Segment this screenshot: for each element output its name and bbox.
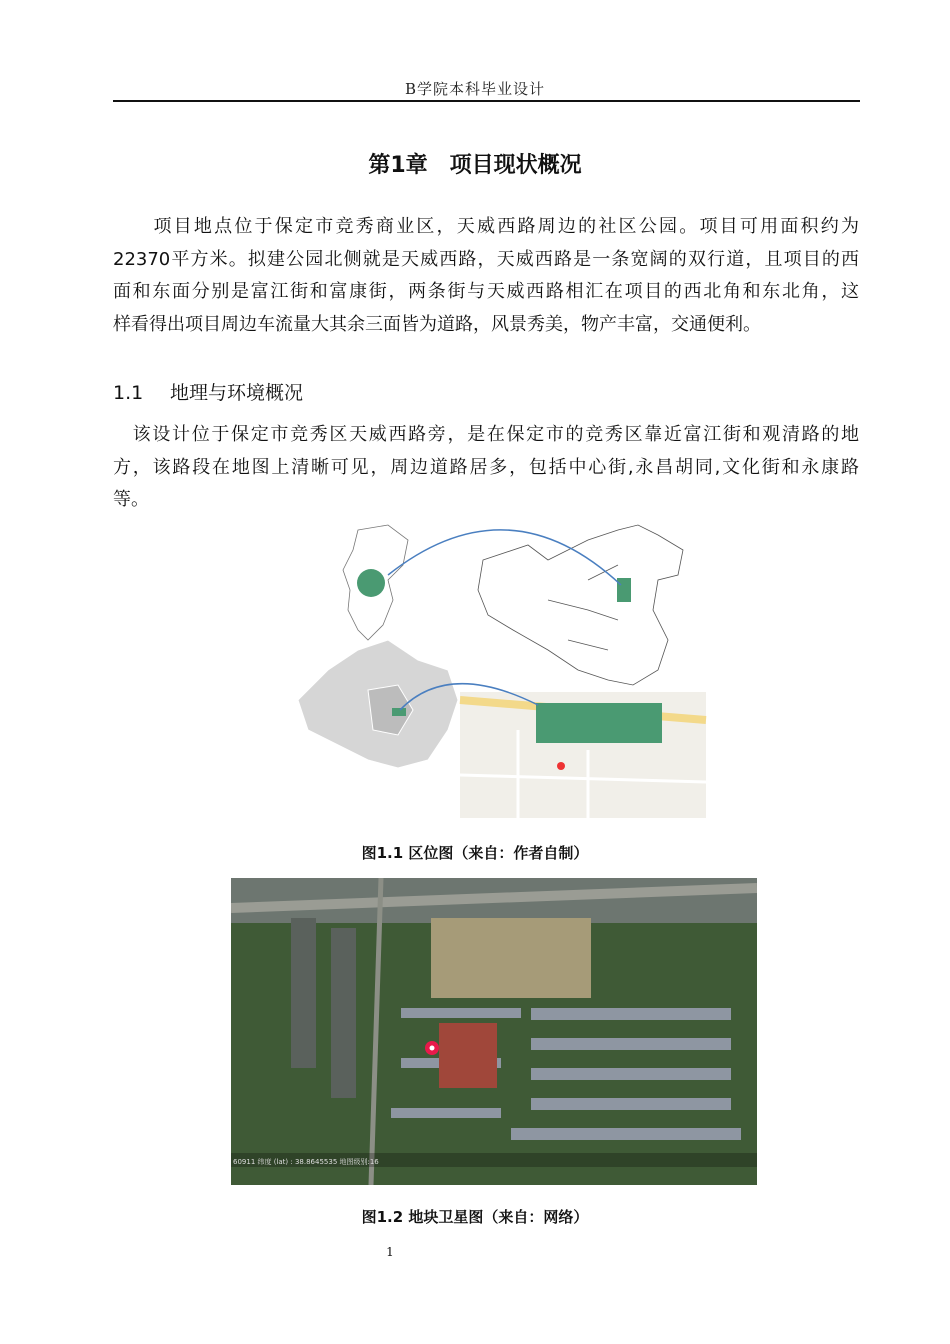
text-line: 22370平方米。拟建公园北侧就是天威西路，天威西路是一条宽阔的双行道，且项目的西 — [113, 248, 859, 270]
page-number: 1 — [386, 1245, 394, 1259]
text-line: 项目地点位于保定市竞秀商业区，天威西路周边的社区公园。项目可用面积约为 — [113, 216, 859, 237]
chapter-title: 第1章 项目现状概况 — [368, 153, 582, 178]
page-header: B学院本科毕业设计 — [404, 80, 546, 98]
sports-field — [439, 1023, 497, 1088]
section-number: 1.1 — [113, 382, 144, 404]
figure-caption: 图1.1 区位图（来自：作者自制） — [361, 844, 589, 862]
figure-caption: 图1.2 地块卫星图（来自：网络） — [361, 1208, 589, 1226]
intro-paragraph — [113, 211, 859, 341]
text-line: 面和东面分别是富江街和富康街，两条街与天威西路相汇在项目的西北角和东北角，这 — [113, 281, 859, 302]
baoding-districts-map — [298, 640, 458, 768]
header-rule — [113, 100, 860, 102]
section-heading — [113, 378, 303, 405]
china-map — [478, 525, 683, 685]
text-line: 样看得出项目周边车流量大其余三面皆为道路，风景秀美，物产丰富，交通便利。 — [113, 313, 761, 335]
satellite-image — [231, 878, 757, 1185]
baoding-highlight — [357, 569, 385, 597]
street-map — [460, 692, 706, 818]
text-line: 该设计位于保定市竞秀区天威西路旁，是在保定市的竞秀区靠近富江街和观清路的地 — [113, 424, 859, 445]
hebei-highlight — [617, 578, 631, 602]
section-title: 地理与环境概况 — [170, 382, 304, 404]
section-paragraph — [113, 419, 859, 517]
coordinate-readout: 60911 纬度 (lat) : 38.8645535 地图级别:16 — [233, 1158, 379, 1166]
project-site-highlight — [536, 703, 662, 743]
text-line: 等。 — [113, 489, 149, 510]
location-map-figure — [288, 520, 710, 820]
text-line: 方，该路段在地图上清晰可见，周边道路居多，包括中心街,永昌胡同,文化街和永康路 — [113, 456, 859, 478]
